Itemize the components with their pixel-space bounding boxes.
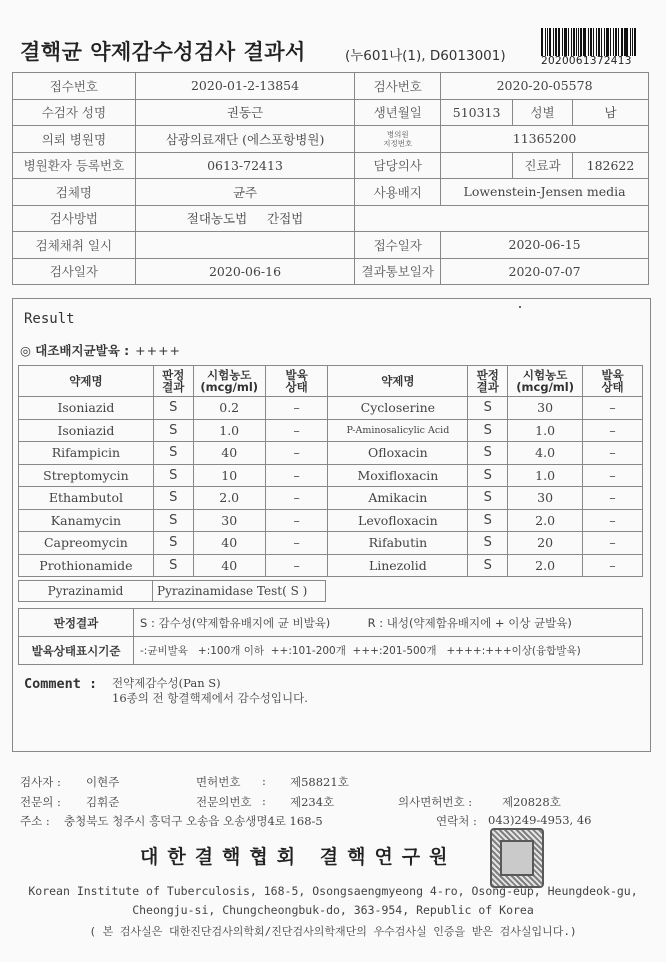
dept: 182622	[572, 152, 648, 179]
hospital-code-label-2: 지정번호	[383, 138, 413, 148]
drug-result: S	[468, 554, 508, 577]
institute-name-en-1: Korean Institute of Tuberculosis, 168-5, Osongsaengmyeong 4-ro, Osong-eup, Heungdeok-gu,	[28, 884, 638, 898]
barcode-number: 2020061372413	[541, 55, 632, 67]
name-label: 수검자 성명	[13, 99, 136, 126]
barcode-bar	[625, 28, 628, 56]
barcode-bar	[615, 28, 617, 56]
drug-conc: 40	[193, 532, 265, 555]
drug-growth: –	[265, 442, 328, 465]
drug-conc: 30	[508, 397, 583, 420]
drug-result: S	[153, 397, 193, 420]
institute-name-kr: 대한결핵협회 결핵연구원	[140, 846, 457, 868]
hospital-code-label	[355, 126, 441, 153]
drug-conc: 20	[508, 532, 583, 555]
specimen: 균주	[135, 179, 355, 206]
drug-name: Levofloxacin	[328, 509, 468, 532]
institute-seal	[490, 828, 544, 888]
drug-conc: 2.0	[508, 509, 583, 532]
susceptibility-table	[18, 365, 643, 577]
growth-legend: -:균비발육 +:100개 이하 ++:101-200개 +++:201-500개 ++++:+++이상(융합발육)	[134, 637, 643, 665]
medium-label: 사용배지	[355, 179, 441, 206]
drug-conc: 1.0	[508, 464, 583, 487]
sex: 남	[572, 99, 648, 126]
test-no: 2020-20-05578	[441, 73, 649, 100]
barcode-bar	[606, 28, 609, 56]
dob-label: 생년월일	[355, 99, 441, 126]
method-blank	[355, 205, 649, 232]
drug-result: S	[468, 487, 508, 510]
drug-result: S	[153, 554, 193, 577]
barcode-bar	[578, 28, 579, 56]
drug-growth: –	[583, 532, 643, 555]
barcode-bar	[590, 28, 592, 56]
receipt-no: 2020-01-2-13854	[135, 73, 355, 100]
specialist-no-label: 전문의번호	[196, 795, 252, 809]
method-label: 검사방법	[13, 205, 136, 232]
doctor	[441, 152, 513, 179]
barcode-bar	[571, 28, 572, 56]
drug-conc: 1.0	[193, 419, 265, 442]
drug-growth: –	[265, 532, 328, 555]
header-growth-right: 발육 상태	[583, 366, 643, 397]
barcode-bar	[580, 28, 582, 56]
drug-growth: –	[583, 554, 643, 577]
test-no-label: 검사번호	[355, 73, 441, 100]
header-conc-left: 시험농도 (mcg/ml)	[193, 366, 265, 397]
drug-name: Ethambutol	[19, 487, 154, 510]
drug-growth: –	[583, 487, 643, 510]
barcode-bar	[621, 28, 623, 56]
growth-legend-label: 발육상태표시기준	[19, 637, 134, 665]
hospital-code: 11365200	[441, 126, 649, 153]
control-growth-value: ++++	[135, 343, 182, 358]
drug-conc: 4.0	[508, 442, 583, 465]
drug-name: P-Aminosalicylic Acid	[328, 419, 468, 442]
barcode-bar	[596, 28, 597, 56]
drug-name: Linezolid	[328, 554, 468, 577]
certification-note: ( 본 검사실은 대한진단검사의학회/진단검사의학재단의 우수검사실 인증을 받은 검사실입니다.)	[89, 925, 577, 938]
drug-name: Cycloserine	[328, 397, 468, 420]
legend-table	[18, 608, 643, 665]
patient-info-table	[12, 72, 649, 285]
drug-name: Streptomycin	[19, 464, 154, 487]
barcode-bar	[618, 28, 619, 56]
receipt-no-label: 접수번호	[13, 73, 136, 100]
test-date-label: 검사일자	[13, 258, 136, 285]
barcode-bar	[601, 28, 603, 56]
barcode-bar	[555, 28, 557, 56]
barcode-bar	[549, 28, 552, 56]
header-conc-right: 시험농도 (mcg/ml)	[508, 366, 583, 397]
drug-name: Kanamycin	[19, 509, 154, 532]
specialist-no: 제234호	[290, 795, 335, 809]
report-date-label: 결과통보일자	[355, 258, 441, 285]
barcode-bar	[613, 28, 614, 56]
drug-conc: 30	[508, 487, 583, 510]
medium: Lowenstein-Jensen media	[441, 179, 649, 206]
drug-growth: –	[583, 419, 643, 442]
drug-growth: –	[265, 464, 328, 487]
drug-growth: –	[265, 487, 328, 510]
barcode-bar	[553, 28, 554, 56]
drug-name: Isoniazid	[19, 397, 154, 420]
collect-date	[135, 232, 355, 259]
drug-result: S	[468, 419, 508, 442]
contact: 043)249-4953, 46	[488, 813, 592, 827]
drug-result: S	[468, 464, 508, 487]
comment-label: Comment :	[24, 676, 98, 692]
barcode-bar	[568, 28, 569, 56]
table-row	[19, 554, 643, 577]
drug-result: S	[468, 509, 508, 532]
drug-conc: 30	[193, 509, 265, 532]
drug-growth: –	[265, 397, 328, 420]
table-row	[19, 442, 643, 465]
license: 제58821호	[290, 775, 349, 789]
table-row	[19, 397, 643, 420]
drug-growth: –	[265, 509, 328, 532]
judge-legend-r: R : 내성(약제함유배지에 + 이상 균발육)	[367, 615, 572, 630]
header-judge-left: 판정 결과	[153, 366, 193, 397]
barcode-bar	[598, 28, 600, 56]
drug-name: Amikacin	[328, 487, 468, 510]
hospital: 삼광의료재단 (에스포항병원)	[135, 126, 355, 153]
address-label: 주소 :	[20, 814, 50, 828]
barcode-bar	[588, 28, 589, 56]
license-label: 면허번호	[196, 775, 241, 789]
header-drug-right: 약제명	[328, 366, 468, 397]
comment-text	[112, 676, 308, 706]
comment-line-1: 전약제감수성(Pan S)	[112, 676, 221, 690]
patient-reg: 0613-72413	[135, 152, 355, 179]
report-page: 결핵균 약제감수성검사 결과서 (누601나(1), D6013001) 2020061372413 접수번호 2020-01-2-13854 검사번호 2020-20-05578 수검자 성명 권동근 생년월일 510313 성별 남 의뢰 병원명 삼광의료재단 (에스포항병원) 병의원 지정번호 11365200 병원환자 등록번호 0613-72413 담당의사 진료과 182622 검체명 균주 사용배지 Lowenstein-Jensen media 검사방법 절대농도법 간접법 검체채취 일시 접수일자 2020-06-15 검사일자 2020-06-16 결과통보일자 2020-07-07 Result ◎ 대조배지균발육 : ++++ 약제명 판정 결과 시험농도 (mcg/ml) 발육 상태 약제명 판정 결과 시험농도 (mcg/ml) 발육 상태 Isoniazid S 0.2 – Cycloserine S 30 – Isoniazid S 1.0 – P-Aminosalicylic Acid S 1.0 – Rifampicin S 40 – Ofloxacin S 4.0 – Streptomycin S 10 – Moxifloxacin S 1.0 – Ethambutol S 2.0 – Amikacin S 30 – Kanamycin S 30 – Levofloxacin S 2.0 – Capreomycin S 40 – Rifabutin S 20 – Prothionamide S 40 – Linezolid S 2.0 – Pyrazinamid Pyrazinamidase Test( S ) 판정결과 S : 감수성(약제함유배지에 균 비발육) R : 내성(약제함유배지에 + 이상 균발육) 발육상태표시기준 -:균비발육 +:100개 이하 ++:101-200개 +++:201-500개 ++++:+++이상(융합발육) Comment : 전약제감수성(Pan S) 16종의 전 항결핵제에서 감수성입니다. 검사자 : 이현주 면허번호 : 제58821호 전문의 : 김휘준 전문의번호 : 제234호 의사면허번호 : 제20828호 주소 : 충청북도 청주시 흥덕구 오송읍 오송생명4로 168-5 연락처 : 043)249-4953, 46 대한결핵협회 결핵연구원 Korean Institute of Tuberculosis, 168-5, Osongsaengmyeong 4-ro, Osong-eup, Heungdeok-gu, Cheongju-si, Chungcheongbuk-do, 363-954, Republic of Korea ( 본 검사실은 대한진단검사의학회/진단검사의학재단의 우수검사실 인증을 받은 검사실입니다.)	[0, 0, 666, 962]
address: 충청북도 청주시 흥덕구 오송읍 오송생명4로 168-5	[64, 814, 323, 828]
table-row	[19, 532, 643, 555]
result-label: Result	[24, 311, 75, 327]
specimen-label: 검체명	[13, 179, 136, 206]
barcode-bar	[624, 28, 625, 56]
barcode-bar	[583, 28, 586, 56]
drug-name: Moxifloxacin	[328, 464, 468, 487]
drug-result: S	[153, 532, 193, 555]
barcode	[541, 28, 638, 56]
header-judge-right: 판정 결과	[468, 366, 508, 397]
table-row	[19, 419, 643, 442]
barcode-bar	[610, 28, 611, 56]
specialist-label: 전문의 :	[20, 795, 61, 809]
barcode-bar	[545, 28, 546, 56]
drug-result: S	[153, 464, 193, 487]
method-2: 간접법	[267, 211, 304, 227]
drug-name: Rifampicin	[19, 442, 154, 465]
drug-name: Isoniazid	[19, 419, 154, 442]
drug-conc: 2.0	[508, 554, 583, 577]
drug-result: S	[468, 442, 508, 465]
barcode-bar	[564, 28, 567, 56]
table-row	[19, 487, 643, 510]
barcode-bar	[541, 28, 543, 56]
control-growth-label: ◎ 대조배지균발육 :	[20, 343, 130, 358]
judge-legend	[134, 609, 643, 637]
patient-name: 권동근	[135, 99, 355, 126]
specialist: 김휘준	[86, 795, 120, 809]
receive-date-label: 접수일자	[355, 232, 441, 259]
report-date: 2020-07-07	[441, 258, 649, 285]
table-row	[19, 464, 643, 487]
barcode-bar	[576, 28, 577, 56]
barcode-bar	[634, 28, 636, 56]
drug-conc: 40	[193, 554, 265, 577]
sex-label: 성별	[513, 99, 573, 126]
doctor-license: 제20828호	[502, 795, 561, 809]
drug-growth: –	[583, 397, 643, 420]
drug-conc: 40	[193, 442, 265, 465]
pza-value: Pyrazinamidase Test( S )	[153, 581, 326, 602]
pza-label: Pyrazinamid	[19, 581, 153, 602]
table-row	[19, 509, 643, 532]
drug-result: S	[468, 532, 508, 555]
hospital-code-label-1: 병의원	[386, 129, 409, 139]
barcode-bar	[562, 28, 563, 56]
collect-date-label: 검체채취 일시	[13, 232, 136, 259]
drug-result: S	[153, 487, 193, 510]
drug-result: S	[153, 419, 193, 442]
drug-growth: –	[583, 442, 643, 465]
form-code: (누601나(1), D6013001)	[345, 48, 506, 64]
dob: 510313	[441, 99, 513, 126]
hospital-label: 의뢰 병원명	[13, 126, 136, 153]
drug-name: Capreomycin	[19, 532, 154, 555]
table-header-row	[19, 366, 643, 397]
dept-label: 진료과	[513, 152, 573, 179]
drug-name: Rifabutin	[328, 532, 468, 555]
institute-name-en-2: Cheongju-si, Chungcheongbuk-do, 363-954, Republic of Korea	[132, 903, 534, 917]
barcode-bar	[558, 28, 560, 56]
doctor-label: 담당의사	[355, 152, 441, 179]
barcode-bar	[547, 28, 548, 56]
method	[135, 205, 355, 232]
drug-result: S	[468, 397, 508, 420]
patient-reg-label: 병원환자 등록번호	[13, 152, 136, 179]
drug-growth: –	[265, 419, 328, 442]
judge-legend-s: S : 감수성(약제함유배지에 균 비발육)	[140, 615, 331, 630]
drug-conc: 1.0	[508, 419, 583, 442]
contact-label: 연락처 :	[436, 814, 477, 828]
drug-name: Ofloxacin	[328, 442, 468, 465]
barcode-bar	[573, 28, 575, 56]
drug-growth: –	[265, 554, 328, 577]
report-title: 결핵균 약제감수성검사 결과서	[20, 40, 306, 64]
method-1: 절대농도법	[186, 211, 248, 227]
speck	[519, 306, 521, 308]
tester: 이현주	[86, 775, 120, 789]
drug-growth: –	[583, 509, 643, 532]
judge-legend-label: 판정결과	[19, 609, 134, 637]
drug-conc: 0.2	[193, 397, 265, 420]
header-drug-left: 약제명	[19, 366, 154, 397]
barcode-bar	[632, 28, 633, 56]
pyrazinamide-table	[18, 580, 326, 602]
receive-date: 2020-06-15	[441, 232, 649, 259]
drug-name: Prothionamide	[19, 554, 154, 577]
seal-center	[500, 840, 534, 876]
control-growth	[20, 341, 181, 359]
barcode-bar	[630, 28, 631, 56]
comment-line-2: 16종의 전 항결핵제에서 감수성입니다.	[112, 691, 308, 705]
tester-label: 검사자 :	[20, 775, 61, 789]
header-growth-left: 발육 상태	[265, 366, 328, 397]
barcode-bar	[593, 28, 594, 56]
drug-conc: 2.0	[193, 487, 265, 510]
doctor-license-label: 의사면허번호 :	[398, 795, 473, 809]
drug-result: S	[153, 509, 193, 532]
drug-growth: –	[583, 464, 643, 487]
test-date: 2020-06-16	[135, 258, 355, 285]
drug-conc: 10	[193, 464, 265, 487]
barcode-bar	[604, 28, 605, 56]
drug-result: S	[153, 442, 193, 465]
